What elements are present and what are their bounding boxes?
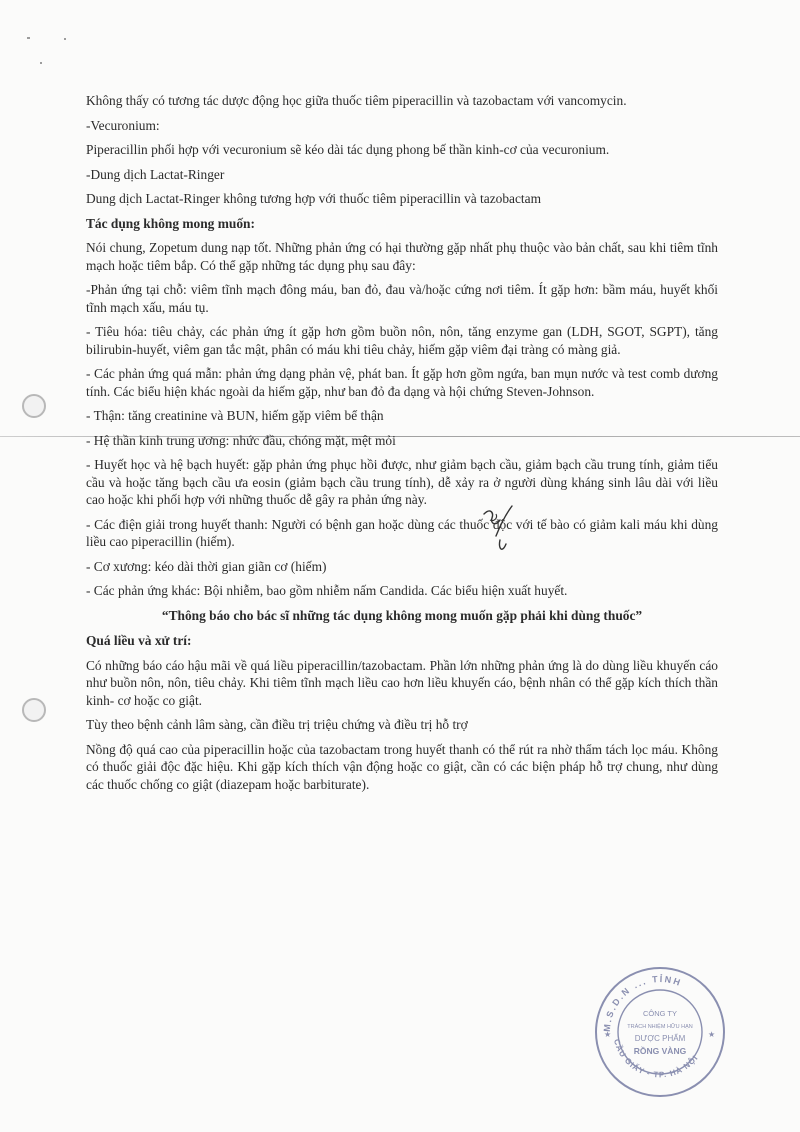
seal-line-3: DƯỢC PHẨM <box>634 1034 686 1043</box>
notice-line: “Thông báo cho bác sĩ những tác dụng không mong muốn gặp phải khi dùng thuốc” <box>161 607 643 623</box>
seal-line-4: RỒNG VÀNG <box>633 1046 687 1056</box>
seal-ring-text: M.S.D.N ... TỈNH <box>601 973 684 1033</box>
paragraph: -Vecuronium: <box>86 117 160 133</box>
svg-text:CẦU GIẤY - TP. HÀ NỘI <box>612 1038 700 1079</box>
paragraph: -Phản ứng tại chỗ: viêm tĩnh mạch đông máu, ban đỏ, đau và/hoặc cứng nơi tiêm. Ít gặp hơn: bầm máu, huyết khối tĩnh mạch xấu, máu tụ. <box>86 282 718 315</box>
paragraph: - Thận: tăng creatinine và BUN, hiếm gặp viêm bể thận <box>86 408 384 423</box>
paragraph: - Các phản ứng khác: Bội nhiễm, bao gồm nhiễm nấm Candida. Các biểu hiện xuất huyết. <box>86 583 568 598</box>
section-heading: Quá liều và xử trí: <box>86 633 192 648</box>
seal-bottom-text: CẦU GIẤY - TP. HÀ NỘI <box>611 1038 701 1080</box>
paragraph: - Tiêu hóa: tiêu chảy, các phản ứng ít gặp hơn gồm buồn nôn, nôn, tăng enzyme gan (LDH, SGOT, SGPT), tăng bilirubin-huyết, viêm gan tắc mật, phân có máu khi tiêu chảy, hiếm gặp viêm đại tràng có màng giả. <box>86 324 718 357</box>
company-seal <box>590 962 730 1102</box>
paragraph: Tùy theo bệnh cảnh lâm sàng, cần điều trị triệu chứng và điều trị hỗ trợ <box>86 717 468 732</box>
scan-speck <box>27 37 30 39</box>
paragraph: -Dung dịch Lactat-Ringer <box>86 166 225 182</box>
paragraph: - Các phản ứng quá mẫn: phản ứng dạng phản vệ, phát ban. Ít gặp hơn gồm ngứa, ban mụn nước và test comb dương tính. Các biểu hiện khác ngoài da hiếm gặp, như ban đỏ đa dạng và hội chứng Steven-Johnson. <box>86 366 718 399</box>
section-heading: Tác dụng không mong muốn: <box>86 215 255 231</box>
paragraph: - Các điện giải trong huyết thanh: Người có bệnh gan hoặc dùng các thuốc độc với tế bào có giảm kali máu khi dùng liều cao piperacillin (hiếm). <box>86 516 718 549</box>
seal-star: ★ <box>708 1030 716 1039</box>
paragraph: Không thấy có tương tác dược động học giữa thuốc tiêm piperacillin và tazobactam với vancomycin. <box>86 93 627 108</box>
paragraph: Piperacillin phối hợp với vecuronium sẽ kéo dài tác dụng phong bế thần kinh-cơ của vecuronium. <box>86 142 610 157</box>
scan-speck <box>64 38 66 40</box>
paragraph: - Cơ xương: kéo dài thời gian giãn cơ (hiếm) <box>86 558 327 574</box>
paragraph: Nói chung, Zopetum dung nạp tốt. Những phản ứng có hại thường gặp nhất phụ thuộc vào bản chất, sau khi tiêm tĩnh mạch hoặc tiêm bắp. Có thể gặp những tác dụng phụ sau đây: <box>86 240 718 273</box>
paragraph: - Huyết học và hệ bạch huyết: gặp phản ứng phục hồi được, như giảm bạch cầu, giảm bạch cầu trung tính, giảm tiểu cầu và hoặc tăng bạch cầu ưa eosin (giảm bạch cầu trung tính), dễ xảy ra ở người dùng kháng sinh lâu dài với liều cao hoặc khi phối hợp với những thuốc dễ gây ra phản ứng này. <box>86 457 718 507</box>
document-body <box>86 92 718 800</box>
punch-hole <box>22 394 46 418</box>
scan-speck <box>40 62 42 64</box>
punch-hole <box>22 698 46 722</box>
paragraph: Có những báo cáo hậu mãi về quá liều piperacillin/tazobactam. Phần lớn những phản ứng là do dùng liều khuyến cáo như buồn nôn, nôn, tiêu chảy. Khi tiêm tĩnh mạch liều cao hơn liều khuyến cáo, bệnh nhân có thể gặp kích thích thần kinh- cơ hoặc co giật. <box>86 657 718 708</box>
paragraph: Dung dịch Lactat-Ringer không tương hợp với thuốc tiêm piperacillin và tazobactam <box>86 191 542 206</box>
signature-mark <box>476 496 540 560</box>
paragraph: Nồng độ quá cao của piperacillin hoặc của tazobactam trong huyết thanh có thể rút ra nhờ thẩm tách lọc máu. Không có thuốc giải độc đặc hiệu. Khi gặp kích thích vận động hoặc co giật, cần có các biện pháp hỗ trợ chung, như dùng các thuốc chống co giật (diazepam hoặc barbiturate). <box>86 741 718 792</box>
seal-star: ★ <box>604 1030 612 1039</box>
seal-line-1: CÔNG TY <box>642 1009 678 1018</box>
paragraph: - Hệ thần kinh trung ương: nhức đầu, chóng mặt, mệt mỏi <box>86 432 396 448</box>
seal-line-2: TRÁCH NHIỆM HỮU HẠN <box>627 1024 693 1030</box>
